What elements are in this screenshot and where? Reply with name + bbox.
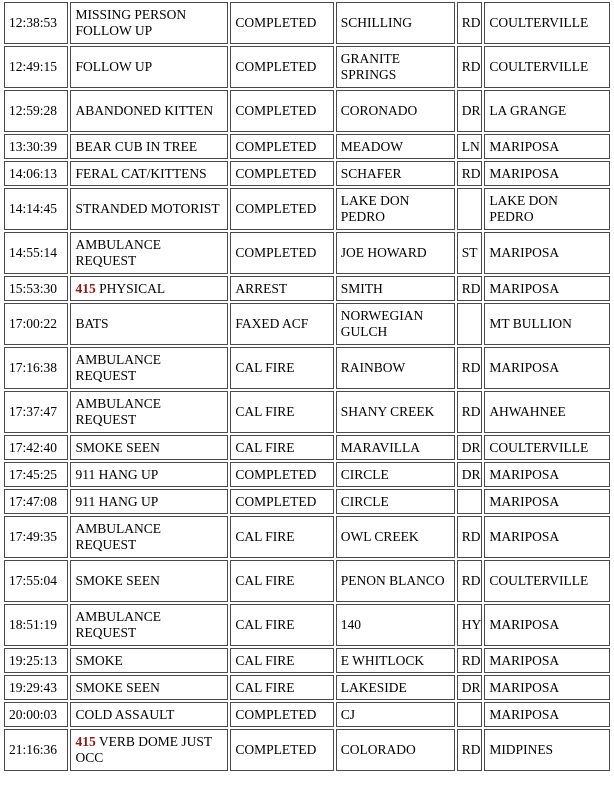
call-type-cell xyxy=(70,462,228,487)
table-row xyxy=(4,276,610,301)
penal-code: 415 xyxy=(75,734,96,749)
call-type-cell xyxy=(70,702,228,727)
street-cell: CIRCLE xyxy=(336,462,455,487)
street-suffix-cell: DR xyxy=(457,462,483,487)
street-cell: COLORADO xyxy=(336,729,455,771)
city-cell: MARIPOSA xyxy=(484,516,610,558)
table-row xyxy=(4,46,610,88)
call-type-cell xyxy=(70,391,228,433)
call-type-text: 911 HANG UP xyxy=(75,493,159,509)
street-cell: E WHITLOCK xyxy=(336,648,455,673)
call-type-cell xyxy=(70,516,228,558)
table-row xyxy=(4,347,610,389)
disposition-cell: COMPLETED xyxy=(230,232,333,274)
call-log-table xyxy=(2,0,612,773)
city-cell: MARIPOSA xyxy=(484,489,610,514)
disposition-cell: COMPLETED xyxy=(230,729,333,771)
call-type-text: AMBULANCE REQUEST xyxy=(75,396,161,427)
city-cell: AHWAHNEE xyxy=(484,391,610,433)
call-type-cell xyxy=(70,675,228,700)
city-cell: COULTERVILLE xyxy=(484,46,610,88)
call-time-cell: 17:42:40 xyxy=(4,435,68,460)
city-cell: MARIPOSA xyxy=(484,462,610,487)
disposition-cell: CAL FIRE xyxy=(230,516,333,558)
disposition-cell: COMPLETED xyxy=(230,161,333,186)
table-row xyxy=(4,604,610,646)
call-time-cell: 19:25:13 xyxy=(4,648,68,673)
call-type-cell xyxy=(70,303,228,345)
street-suffix-cell: RD xyxy=(457,648,483,673)
call-time-cell: 18:51:19 xyxy=(4,604,68,646)
call-time-cell: 17:45:25 xyxy=(4,462,68,487)
table-row xyxy=(4,675,610,700)
call-type-text: AMBULANCE REQUEST xyxy=(75,521,161,552)
call-type-cell xyxy=(70,90,228,132)
call-log-body xyxy=(4,2,610,771)
disposition-cell: CAL FIRE xyxy=(230,604,333,646)
call-type-text: AMBULANCE REQUEST xyxy=(75,609,161,640)
call-time-cell: 17:47:08 xyxy=(4,489,68,514)
call-type-cell xyxy=(70,232,228,274)
call-time-cell: 13:30:39 xyxy=(4,134,68,159)
call-type-text: SMOKE SEEN xyxy=(75,439,160,455)
call-time-cell: 21:16:36 xyxy=(4,729,68,771)
call-type-text: SMOKE SEEN xyxy=(75,679,160,695)
street-cell: OWL CREEK xyxy=(336,516,455,558)
street-cell: SCHILLING xyxy=(336,2,455,44)
street-cell: LAKE DON PEDRO xyxy=(336,188,455,230)
call-type-cell xyxy=(70,276,228,301)
call-type-cell xyxy=(70,604,228,646)
street-cell: MEADOW xyxy=(336,134,455,159)
city-cell: MT BULLION xyxy=(484,303,610,345)
call-type-cell xyxy=(70,560,228,602)
call-type-text: AMBULANCE REQUEST xyxy=(75,237,161,268)
street-cell: 140 xyxy=(336,604,455,646)
call-time-cell: 17:55:04 xyxy=(4,560,68,602)
city-cell: LAKE DON PEDRO xyxy=(484,188,610,230)
city-cell: MARIPOSA xyxy=(484,347,610,389)
disposition-cell: COMPLETED xyxy=(230,188,333,230)
street-suffix-cell xyxy=(457,702,483,727)
street-cell: CIRCLE xyxy=(336,489,455,514)
call-type-cell xyxy=(70,489,228,514)
table-row xyxy=(4,489,610,514)
street-suffix-cell: RD xyxy=(457,46,483,88)
city-cell: MARIPOSA xyxy=(484,276,610,301)
street-suffix-cell: DR xyxy=(457,90,483,132)
table-row xyxy=(4,391,610,433)
table-row xyxy=(4,648,610,673)
call-type-text: ABANDONED KITTEN xyxy=(75,103,214,118)
city-cell: MARIPOSA xyxy=(484,604,610,646)
penal-code: 415 xyxy=(75,280,96,296)
call-time-cell: 17:37:47 xyxy=(4,391,68,433)
street-suffix-cell: RD xyxy=(457,276,483,301)
city-cell: MARIPOSA xyxy=(484,161,610,186)
city-cell: MIDPINES xyxy=(484,729,610,771)
call-time-cell: 15:53:30 xyxy=(4,276,68,301)
street-cell: CJ xyxy=(336,702,455,727)
disposition-cell: CAL FIRE xyxy=(230,560,333,602)
street-cell: SMITH xyxy=(336,276,455,301)
street-suffix-cell: RD xyxy=(457,516,483,558)
call-type-text: STRANDED MOTORIST xyxy=(75,201,220,216)
street-suffix-cell xyxy=(457,489,483,514)
table-row xyxy=(4,90,610,132)
disposition-cell: CAL FIRE xyxy=(230,435,333,460)
street-cell: GRANITE SPRINGS xyxy=(336,46,455,88)
disposition-cell: COMPLETED xyxy=(230,134,333,159)
table-row xyxy=(4,560,610,602)
call-type-cell xyxy=(70,648,228,673)
call-type-cell xyxy=(70,161,228,186)
call-type-text: FERAL CAT/KITTENS xyxy=(75,165,207,181)
disposition-cell: COMPLETED xyxy=(230,489,333,514)
city-cell: COULTERVILLE xyxy=(484,435,610,460)
street-suffix-cell: RD xyxy=(457,391,483,433)
call-type-cell xyxy=(70,347,228,389)
call-time-cell: 17:00:22 xyxy=(4,303,68,345)
street-suffix-cell: RD xyxy=(457,560,483,602)
call-type-text: SMOKE SEEN xyxy=(75,573,160,588)
street-suffix-cell xyxy=(457,303,483,345)
call-type-cell xyxy=(70,134,228,159)
street-suffix-cell xyxy=(457,188,483,230)
table-row xyxy=(4,516,610,558)
disposition-cell: FAXED ACF xyxy=(230,303,333,345)
table-row xyxy=(4,161,610,186)
table-row xyxy=(4,134,610,159)
call-type-text: MISSING PERSON FOLLOW UP xyxy=(75,7,187,38)
disposition-cell: CAL FIRE xyxy=(230,347,333,389)
street-cell: CORONADO xyxy=(336,90,455,132)
street-suffix-cell: LN xyxy=(457,134,483,159)
table-row xyxy=(4,729,610,771)
call-type-cell xyxy=(70,46,228,88)
call-time-cell: 14:06:13 xyxy=(4,161,68,186)
call-type-cell xyxy=(70,2,228,44)
street-suffix-cell: RD xyxy=(457,161,483,186)
call-type-cell xyxy=(70,435,228,460)
call-time-cell: 17:16:38 xyxy=(4,347,68,389)
table-row xyxy=(4,188,610,230)
call-type-text: AMBULANCE REQUEST xyxy=(75,352,161,383)
street-cell: SHANY CREEK xyxy=(336,391,455,433)
city-cell: MARIPOSA xyxy=(484,648,610,673)
call-type-text: FOLLOW UP xyxy=(75,59,153,74)
disposition-cell: CAL FIRE xyxy=(230,648,333,673)
disposition-cell: COMPLETED xyxy=(230,2,333,44)
city-cell: MARIPOSA xyxy=(484,232,610,274)
call-time-cell: 17:49:35 xyxy=(4,516,68,558)
call-type-text: COLD ASSAULT xyxy=(75,706,175,722)
table-row xyxy=(4,435,610,460)
street-suffix-cell: RD xyxy=(457,347,483,389)
street-cell: RAINBOW xyxy=(336,347,455,389)
table-row xyxy=(4,232,610,274)
street-suffix-cell: HY xyxy=(457,604,483,646)
street-suffix-cell: RD xyxy=(457,2,483,44)
street-cell: NORWEGIAN GULCH xyxy=(336,303,455,345)
call-type-cell xyxy=(70,188,228,230)
call-time-cell: 12:59:28 xyxy=(4,90,68,132)
city-cell: MARIPOSA xyxy=(484,702,610,727)
street-suffix-cell: DR xyxy=(457,675,483,700)
call-type-text: SMOKE xyxy=(75,652,123,668)
disposition-cell: ARREST xyxy=(230,276,333,301)
street-cell: LAKESIDE xyxy=(336,675,455,700)
city-cell: MARIPOSA xyxy=(484,134,610,159)
street-suffix-cell: RD xyxy=(457,729,483,771)
call-type-text: 911 HANG UP xyxy=(75,466,159,482)
street-cell: SCHAFER xyxy=(336,161,455,186)
call-time-cell: 14:55:14 xyxy=(4,232,68,274)
city-cell: COULTERVILLE xyxy=(484,560,610,602)
table-row xyxy=(4,462,610,487)
table-row xyxy=(4,2,610,44)
call-time-cell: 12:38:53 xyxy=(4,2,68,44)
call-type-text: BATS xyxy=(75,316,109,331)
city-cell: COULTERVILLE xyxy=(484,2,610,44)
disposition-cell: COMPLETED xyxy=(230,90,333,132)
street-suffix-cell: ST xyxy=(457,232,483,274)
call-time-cell: 19:29:43 xyxy=(4,675,68,700)
table-row xyxy=(4,702,610,727)
call-type-text: BEAR CUB IN TREE xyxy=(75,138,198,154)
call-type-text: VERB DOME JUST OCC xyxy=(75,734,212,765)
city-cell: LA GRANGE xyxy=(484,90,610,132)
disposition-cell: CAL FIRE xyxy=(230,391,333,433)
street-cell: JOE HOWARD xyxy=(336,232,455,274)
table-row xyxy=(4,303,610,345)
street-cell: PENON BLANCO xyxy=(336,560,455,602)
street-cell: MARAVILLA xyxy=(336,435,455,460)
disposition-cell: COMPLETED xyxy=(230,702,333,727)
call-time-cell: 20:00:03 xyxy=(4,702,68,727)
street-suffix-cell: DR xyxy=(457,435,483,460)
city-cell: MARIPOSA xyxy=(484,675,610,700)
call-time-cell: 14:14:45 xyxy=(4,188,68,230)
call-type-cell xyxy=(70,729,228,771)
disposition-cell: COMPLETED xyxy=(230,46,333,88)
disposition-cell: CAL FIRE xyxy=(230,675,333,700)
call-time-cell: 12:49:15 xyxy=(4,46,68,88)
disposition-cell: COMPLETED xyxy=(230,462,333,487)
call-type-text: PHYSICAL xyxy=(99,280,166,296)
